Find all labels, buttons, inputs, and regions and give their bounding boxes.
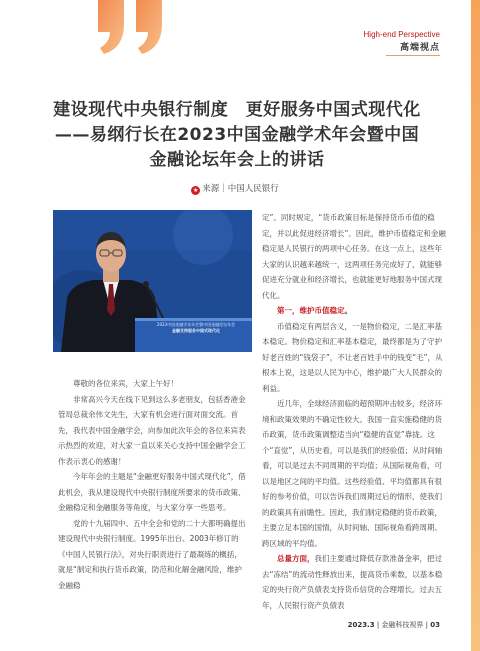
right-column xyxy=(262,210,448,613)
podium-banner-line-1: 2023中国金融学术年会暨中国金融论坛年会 xyxy=(156,322,236,327)
footer-separator: | xyxy=(425,621,431,629)
star-icon: ★ xyxy=(193,187,199,194)
page-number: 03 xyxy=(430,621,440,629)
footer-separator: | xyxy=(376,621,382,629)
source-text: 来源｜中国人民银行 xyxy=(202,184,279,194)
section-tag-en: High-end Perspective xyxy=(363,30,440,39)
article-title xyxy=(22,98,452,173)
left-column xyxy=(58,376,246,593)
quote-marks-icon xyxy=(92,0,172,56)
title-line-3: 金融论坛年会上的讲话 xyxy=(149,150,325,170)
section-heading: 第一，维护币值稳定。 xyxy=(277,306,352,315)
speaker-photo xyxy=(53,210,252,352)
right-edge-stripe xyxy=(471,0,480,651)
inline-heading: 总量方面， xyxy=(277,554,315,563)
paragraph xyxy=(262,551,448,613)
journal-name: 金融科技视界 xyxy=(381,621,424,629)
podium-banner xyxy=(143,322,249,334)
title-line-2: ——易纲行长在2023中国金融学术年会暨中国 xyxy=(54,125,420,145)
paragraph: 尊敬的各位来宾，大家上午好！ xyxy=(73,379,178,388)
issue-number: 2023.3 xyxy=(347,621,375,629)
paragraph: 定”。同时规定，“货币政策目标是保持货币币值的稳定，并以此促进经济增长”。因此，维护币值稳定和金融稳定是人民银行的两项中心任务。在这一点上，这些年大家的认识越来越统一，这两项任务完成好了，就能够促进充分就业和经济增长，也就能更好地服务中国式现代化。 xyxy=(262,213,446,300)
title-line-1: 建设现代中央银行制度 更好服务中国式现代化 xyxy=(53,100,421,120)
page-footer xyxy=(348,620,440,630)
paragraph-text: 我们主要通过降低存款准备金率，把过去“冻结”的流动性释放出来，提高货币乘数，以基本稳定的央行资产负债表支持货币信贷的合理增长。过去五年，人民银行资产负债表 xyxy=(262,554,443,610)
podium-banner-line-2: 金融支持服务中国式现代化 xyxy=(172,328,220,333)
section-tag xyxy=(364,30,440,53)
paragraph: 非常高兴今天在线下见到这么多老朋友，包括香港金管局总裁余伟文先生，大家有机会进行面对面交流。首先，我代表中国金融学会，向参加此次年会的各位来宾表示热烈的欢迎，对大家一直以来关心支持中国金融学会工作表示衷心的感谢！ xyxy=(58,394,246,466)
paragraph: 党的十九届四中、五中全会和党的二十大都明确提出建设现代中央银行制度。1995年出台、2003年修订的《中国人民银行法》，对央行职责进行了最凝练的概括，就是“制定和执行货币政策，防范和化解金融风险，维护金融稳 xyxy=(58,518,246,590)
paragraph: 币值稳定有两层含义，一是物价稳定，二是汇率基本稳定。物价稳定和汇率基本稳定，最终都是为了守护好老百姓的“钱袋子”，不让老百姓手中的钱变“毛”，从根本上说，这是以人民为中心，维护最广大人民群众的利益。 xyxy=(262,321,443,393)
section-tag-underline xyxy=(386,55,440,56)
source-line xyxy=(0,182,470,195)
paragraph: 近几年，全球经济面临的超预期冲击较多，经济环境和政策效果的不确定性较大。我国一直实施稳健的货币政策，货币政策调整适当向“稳健的直觉”靠拢。这个“直觉”，从历史看，可以是我们的经验值；从时间轴看，可以是过去不同周期的平均值；从国际视角看，可以是地区之间的平均值。这些经验值、平均值都具有很好的参考价值，可以告诉我们周期过后的情形，使我们的政策具有前瞻性。因此，我们制定稳健的货币政策，主要立足本国的国情，从时间轴、国际视角看跨周期、跨区域的平均值。 xyxy=(262,399,443,548)
paragraph: 今年年会的主题是“金融更好服务中国式现代化”，借此机会，我从建设现代中央银行制度所要求的货币政策、金融稳定和金融服务等角度，与大家分享一些思考。 xyxy=(58,472,246,512)
section-tag-cn: 高端视点 xyxy=(399,43,440,53)
